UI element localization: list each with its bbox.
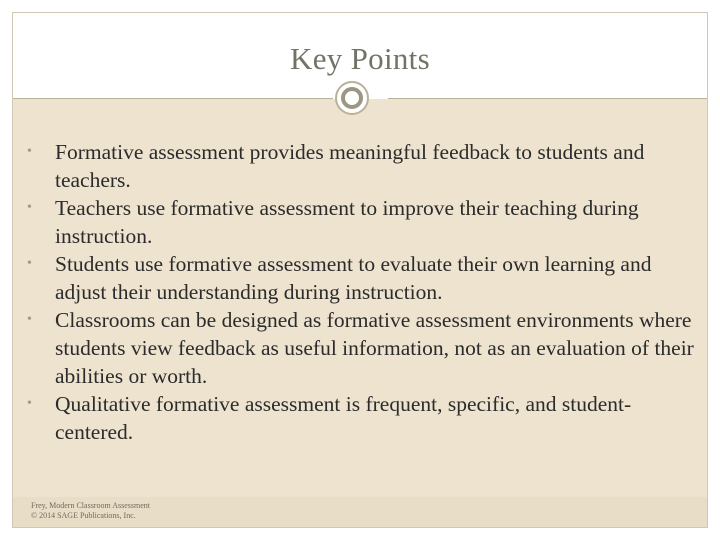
bullet-marker: • [27,144,32,159]
bullet-list [27,138,697,446]
bullet-marker: • [27,396,32,411]
circle-ornament-inner [341,87,363,109]
title-divider-left [13,98,333,99]
title-divider-right [388,98,708,99]
slide-title: Key Points [290,41,430,76]
bullet-text: Formative assessment provides meaningful feedback to students and teachers. [55,140,645,192]
bullet-item [27,390,697,446]
circle-ornament-icon [335,81,369,115]
bullet-marker: • [27,256,32,271]
bullet-item [27,138,697,194]
bullet-text: Teachers use formative assessment to improve their teaching during instruction. [55,196,639,248]
bullet-item [27,194,697,250]
slide [12,12,708,528]
bullet-text: Qualitative formative assessment is frequent, specific, and student-centered. [55,392,632,444]
footer-citation [31,501,150,521]
bullet-marker: • [27,200,32,215]
footer-citation-line: Frey, Modern Classroom Assessment [31,501,151,510]
bullet-item [27,250,697,306]
footer-copyright-line: © 2014 SAGE Publications, Inc. [31,511,136,520]
bullet-item [27,306,697,390]
footer-bar [13,497,707,527]
bullet-text: Students use formative assessment to evaluate their own learning and adjust their understanding during instruction. [55,252,652,304]
bullet-text: Classrooms can be designed as formative assessment environments where students view feedback as useful information, not as an evaluation of their abilities or worth. [55,308,694,388]
bullet-marker: • [27,312,32,327]
